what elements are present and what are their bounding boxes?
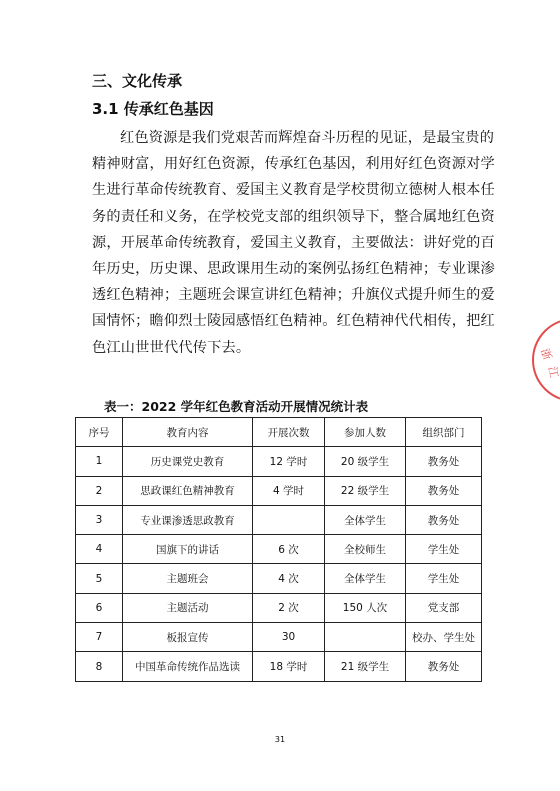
header-cell: 开展次数: [253, 418, 325, 447]
table-row: [76, 535, 482, 564]
table-cell: 党支部: [406, 593, 482, 622]
table-cell: 22 级学生: [325, 476, 406, 505]
table-cell: 全体学生: [325, 505, 406, 534]
table-cell: 教务处: [406, 652, 482, 681]
paragraph-line: 源，开展革命传统教育，爱国主义教育，主要做法：讲好党的百: [92, 234, 495, 251]
subsection-heading: 3.1 传承红色基因: [92, 100, 214, 118]
table-cell: 12 学时: [253, 447, 325, 476]
seal-text: 浙: [538, 346, 555, 362]
paragraph-line: 务的责任和义务，在学校党支部的组织领导下，整合属地红色资: [92, 208, 495, 225]
paragraph-line: 生进行革命传统教育、爱国主义教育是学校贯彻立德树人根本任: [92, 182, 495, 199]
table-cell: 全校师生: [325, 535, 406, 564]
page-number: 31: [274, 735, 286, 744]
table-cell: 4 学时: [253, 476, 325, 505]
table-cell: 20 级学生: [325, 447, 406, 476]
table-cell: 5: [76, 564, 123, 593]
table-row: [76, 652, 482, 681]
table-cell: 150 人次: [325, 593, 406, 622]
paragraph-line: 透红色精神；主题班会课宣讲红色精神；升旗仪式提升师生的爱: [92, 287, 495, 304]
seal-text: 江: [545, 365, 560, 379]
table-row: [76, 505, 482, 534]
table-cell: 学生处: [406, 564, 482, 593]
table-row: [76, 623, 482, 652]
table-cell: 4: [76, 535, 123, 564]
table-cell: 30: [253, 623, 325, 652]
paragraph-line: 色江山世世代代传下去。: [92, 339, 251, 356]
table-cell: 3: [76, 505, 123, 534]
table-cell: 全体学生: [325, 564, 406, 593]
table-cell: 专业课渗透思政教育: [123, 505, 253, 534]
table-cell: 主题班会: [123, 564, 253, 593]
table-caption: 表一：2022 学年红色教育活动开展情况统计表: [104, 399, 369, 414]
table-cell: 板报宣传: [123, 623, 253, 652]
activity-stats-table: [75, 417, 482, 682]
header-cell: 参加人数: [325, 418, 406, 447]
table-cell: 18 学时: [253, 652, 325, 681]
table-cell: 2 次: [253, 593, 325, 622]
table-header-row: [76, 418, 482, 447]
paragraph-line: 国情怀；瞻仰烈士陵园感悟红色精神。红色精神代代相传，把红: [92, 313, 495, 330]
table-row: [76, 476, 482, 505]
table-cell: 思政课红色精神教育: [123, 476, 253, 505]
table-row: [76, 447, 482, 476]
table-cell: 1: [76, 447, 123, 476]
table-cell: [325, 623, 406, 652]
table-cell: 历史课党史教育: [123, 447, 253, 476]
header-cell: 教育内容: [123, 418, 253, 447]
table-row: [76, 593, 482, 622]
table-row: [76, 564, 482, 593]
table-cell: 4 次: [253, 564, 325, 593]
table-cell: 8: [76, 652, 123, 681]
table-cell: 2: [76, 476, 123, 505]
table-cell: 国旗下的讲话: [123, 535, 253, 564]
table-cell: 教务处: [406, 505, 482, 534]
table-cell: 教务处: [406, 476, 482, 505]
paragraph-line: 年历史，历史课、思政课用生动的案例弘扬红色精神；专业课渗: [92, 261, 495, 278]
table-cell: 校办、学生处: [406, 623, 482, 652]
table-cell: 7: [76, 623, 123, 652]
table-cell: 6: [76, 593, 123, 622]
body-paragraph: [92, 125, 495, 361]
table-cell: 中国革命传统作品选读: [123, 652, 253, 681]
header-cell: 序号: [76, 418, 123, 447]
table-cell: 教务处: [406, 447, 482, 476]
table-cell: 21 级学生: [325, 652, 406, 681]
table-cell: [253, 505, 325, 534]
table-cell: 主题活动: [123, 593, 253, 622]
section-heading: 三、文化传承: [92, 72, 183, 90]
table-cell: 学生处: [406, 535, 482, 564]
header-cell: 组织部门: [406, 418, 482, 447]
table-cell: 6 次: [253, 535, 325, 564]
paragraph-line: 红色资源是我们党艰苦而辉煌奋斗历程的见证，是最宝贵的: [120, 130, 495, 146]
paragraph-line: 精神财富，用好红色资源，传承红色基因，利用好红色资源对学: [92, 156, 495, 173]
